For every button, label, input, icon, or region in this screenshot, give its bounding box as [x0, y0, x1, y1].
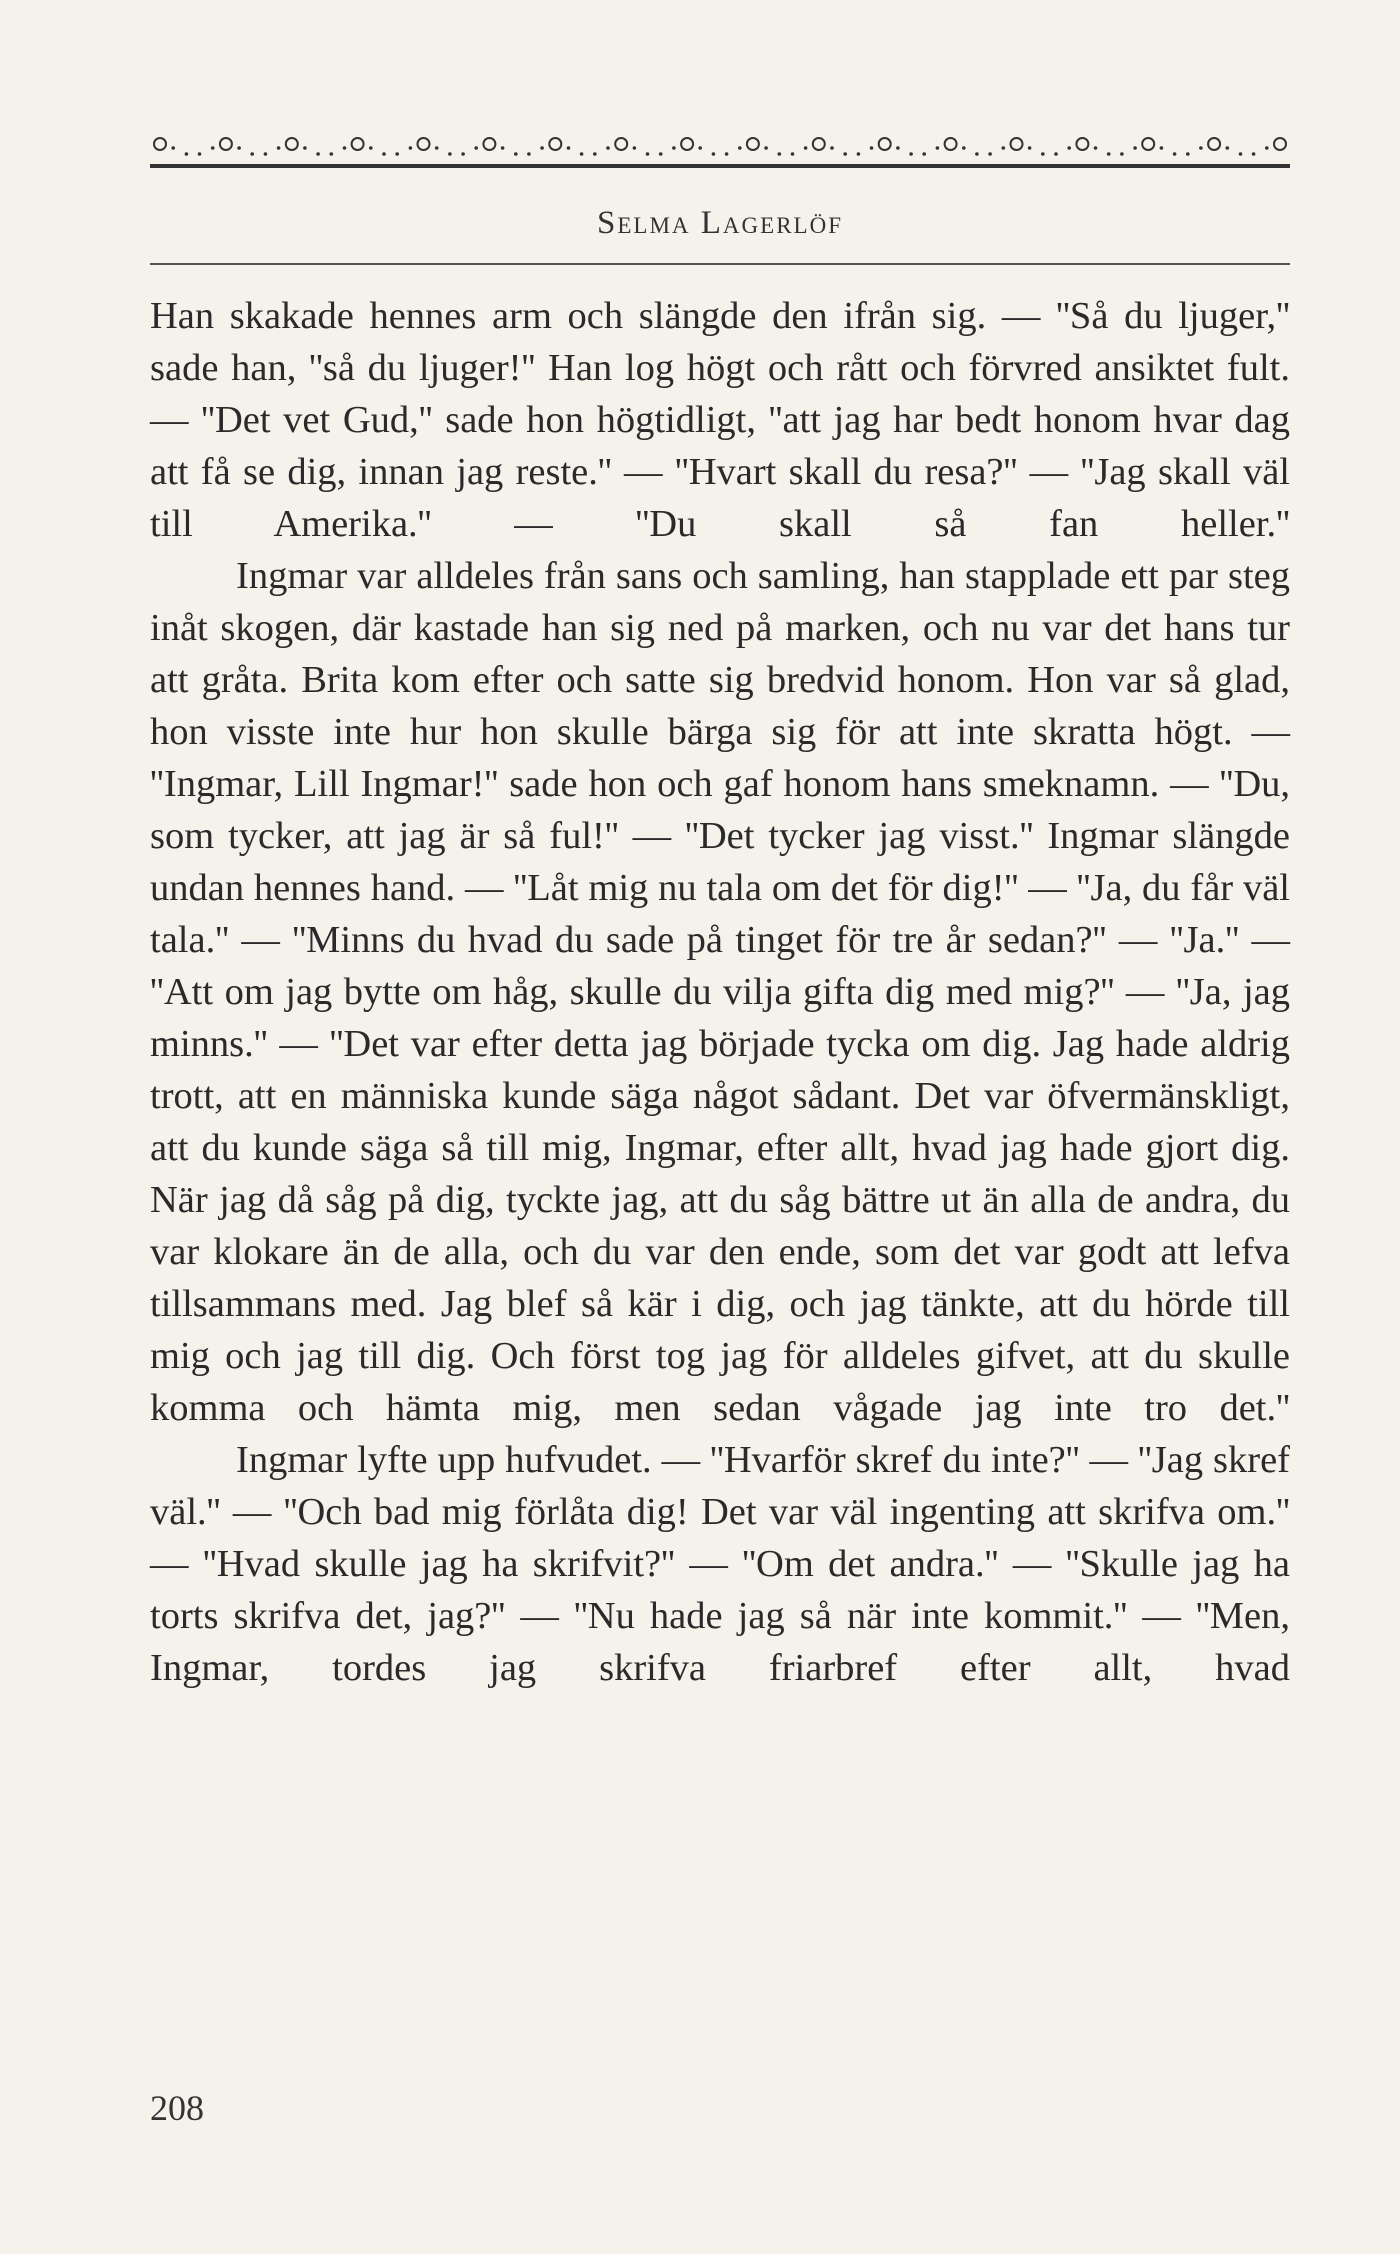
ornament-circle — [813, 138, 825, 150]
ornament-dot — [791, 152, 795, 156]
ornament-dot — [171, 146, 175, 150]
ornament-dot — [1094, 146, 1098, 150]
ornament-dot — [633, 146, 637, 150]
ornament-dot — [909, 152, 913, 156]
ornament-dot — [501, 146, 505, 150]
ornament-dot — [211, 146, 215, 150]
ornament-dot — [830, 146, 834, 150]
ornament-dot — [738, 146, 742, 150]
page-number: 208 — [150, 2088, 204, 2128]
ornament-dot — [764, 146, 768, 150]
ornament-dot — [395, 152, 399, 156]
ornament-circle — [549, 138, 561, 150]
ornament-dot — [1226, 146, 1230, 150]
ornament-circle — [220, 138, 232, 150]
ornament-dot — [527, 152, 531, 156]
ornament-dot — [540, 146, 544, 150]
ornament-dot — [896, 146, 900, 150]
ornament-dot — [962, 146, 966, 150]
ornament-dot — [198, 152, 202, 156]
ornament-dot — [646, 152, 650, 156]
ornament-dot — [922, 152, 926, 156]
ornament-dot — [804, 146, 808, 150]
ornament-dot — [435, 146, 439, 150]
ornament-dot — [857, 152, 861, 156]
paragraph-1: Han skakade hennes arm och slängde den ifrån sig. — ''Så du ljuger,'' sade han, ''så du ljuger!'' Han log högt och rått och förvred ansiktet fult. — ''Det vet Gud,'' sade hon högtidligt, ''att jag har bedt honom hvar dag att få se dig, innan jag reste.'' — ''Hvart skall du resa?'' — ''Jag skall väl till Amerika.'' — ''Du skall så fan heller.'' — [150, 295, 1290, 545]
ornament-dot — [1041, 152, 1045, 156]
ornament-dot — [712, 152, 716, 156]
ornament-dot — [1002, 146, 1006, 150]
ornament-dot — [277, 146, 281, 150]
running-head: Selma Lagerlöf — [597, 205, 843, 241]
ornament-dot — [448, 152, 452, 156]
header-rule — [150, 263, 1290, 265]
ornament-circle — [352, 138, 364, 150]
ornament-circle — [945, 138, 957, 150]
ornament-circle — [1274, 138, 1286, 150]
ornament-dot — [1239, 152, 1243, 156]
ornament-dot — [185, 152, 189, 156]
ornament-dot — [1133, 146, 1137, 150]
ornament-circle — [1142, 138, 1154, 150]
ornament-dot — [698, 146, 702, 150]
ornament-dot — [237, 146, 241, 150]
ornament-dot — [409, 146, 413, 150]
ornament-dot — [1067, 146, 1071, 150]
ornament-circle — [286, 138, 298, 150]
ornament-dot — [1173, 152, 1177, 156]
ornament-dot — [725, 152, 729, 156]
paragraph-3: Ingmar lyfte upp hufvudet. — ''Hvarför skref du inte?'' — ''Jag skref väl.'' — ''Och bad mig förlåta dig! Det var väl ingenting att skrifva om.'' — ''Hvad skulle jag ha skrifvit?'' — ''Om det andra.'' — ''Skulle jag ha torts skrifva det, jag?'' — ''Nu hade jag så när inte kommit.'' — ''Men, Ingmar, tordes jag skrifva friarbref efter allt, hvad — [150, 1439, 1290, 1689]
ornament-circle — [1011, 138, 1023, 150]
ornament-dot — [988, 152, 992, 156]
ornament-dot — [1120, 152, 1124, 156]
ornament-circle — [615, 138, 627, 150]
ornament-circle — [681, 138, 693, 150]
ornament-dot — [975, 152, 979, 156]
ornament-dot — [1160, 146, 1164, 150]
ornament-dot — [343, 146, 347, 150]
ornament-dot — [461, 152, 465, 156]
ornament-dot — [593, 152, 597, 156]
decorative-border-ornament — [150, 130, 1290, 176]
ornament-dot — [1107, 152, 1111, 156]
ornament-dot — [303, 146, 307, 150]
ornament-dot — [870, 146, 874, 150]
ornament-circle — [483, 138, 495, 150]
ornament-dot — [1265, 146, 1269, 150]
ornament-circle — [418, 138, 430, 150]
ornament-dot — [936, 146, 940, 150]
ornament-dot — [316, 152, 320, 156]
paragraph-2: Ingmar var alldeles från sans och samling, han stapplade ett par steg inåt skogen, där kastade han sig ned på marken, och nu var det hans tur att gråta. Brita kom efter och satte sig bredvid honom. Hon var så glad, hon visste inte hur hon skulle bärga sig för att inte skratta högt. — ''Ingmar, Lill Ingmar!'' sade hon och gaf honom hans smeknamn. — ''Du, som tycker, att jag är så ful!'' — ''Det tycker jag visst.'' Ingmar slängde undan hennes hand. — ''Låt mig nu tala om det för dig!'' — ''Ja, du får väl tala.'' — ''Minns du hvad du sade på tinget för tre år sedan?'' — ''Ja.'' — ''Att om jag bytte om håg, skulle du vilja gifta dig med mig?'' — ''Ja, jag minns.'' — ''Det var efter detta jag började tycka om dig. Jag hade aldrig trott, att en människa kunde säga något sådant. Det var öfvermänskligt, att du kunde säga så till mig, Ingmar, efter allt, hvad jag hade gjort dig. När jag då såg på dig, tyckte jag, att du såg bättre ut än alla de andra, du var klokare än de alla, och du var den ende, som det var godt att lefva tillsammans med. Jag blef så kär i dig, och jag tänkte, att du hörde till mig och jag till dig. Och först tog jag för alldeles gifvet, att du skulle komma och hämta mig, men sedan vågade jag inte tro det.'' — [150, 555, 1290, 1429]
ornament-circle — [1208, 138, 1220, 150]
ornament-dot — [778, 152, 782, 156]
ornament-dot — [1252, 152, 1256, 156]
ornament-dot — [474, 146, 478, 150]
ornament-dot — [672, 146, 676, 150]
ornament-dot — [606, 146, 610, 150]
ornament-dot — [580, 152, 584, 156]
body-text — [150, 290, 1290, 1694]
ornament-circle — [879, 138, 891, 150]
ornament-dot — [264, 152, 268, 156]
ornament-circle — [154, 138, 166, 150]
ornament-dot — [369, 146, 373, 150]
ornament-circle — [1076, 138, 1088, 150]
ornament-dot — [567, 146, 571, 150]
ornament-dot — [1028, 146, 1032, 150]
ornament-dot — [250, 152, 254, 156]
ornament-dot — [843, 152, 847, 156]
ornament-dot — [659, 152, 663, 156]
ornament-dot — [1054, 152, 1058, 156]
ornament-dot — [1186, 152, 1190, 156]
ornament-dot — [382, 152, 386, 156]
ornament-dot — [330, 152, 334, 156]
ornament-dot — [514, 152, 518, 156]
ornament-circle — [747, 138, 759, 150]
ornament-dot — [1199, 146, 1203, 150]
